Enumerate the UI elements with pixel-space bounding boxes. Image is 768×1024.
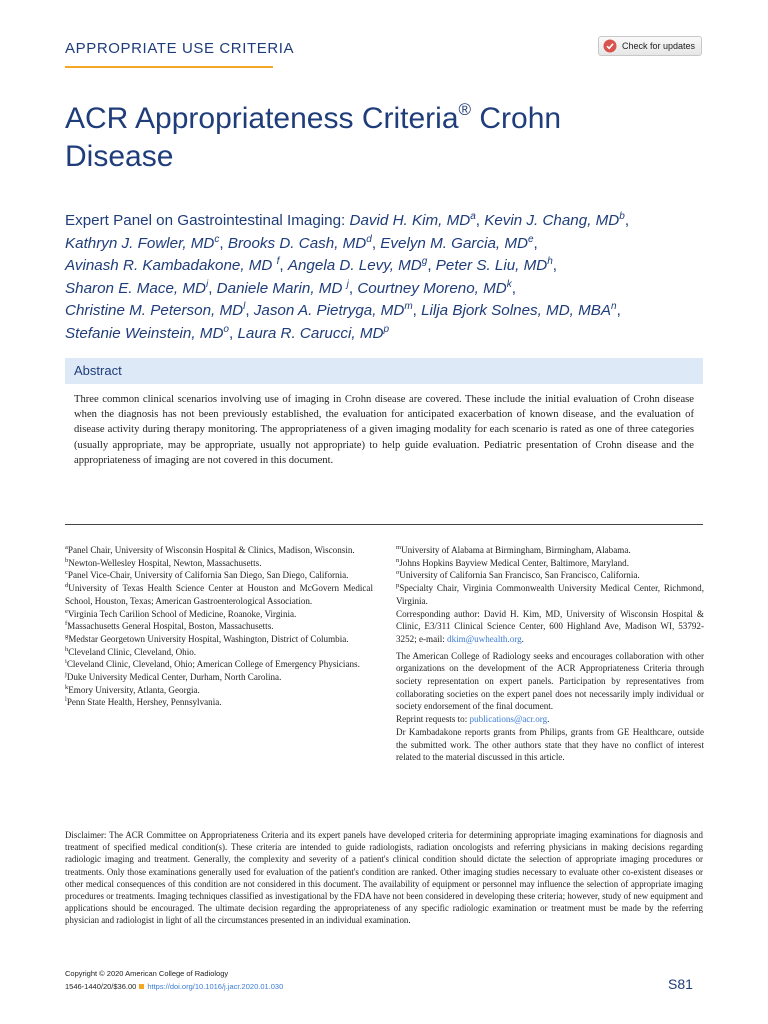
author: Brooks D. Cash, $MD^d$: [227, 233, 372, 252]
corresponding-author: Corresponding author: David H. Kim, MD, University of Wisconsin Hospital & Clinic, E3/311 Clinical Science Center, 600 Highland Ave, Madison WI, 53792-3252; e-mail: dkim@uwhealth.org.: [396, 608, 704, 644]
author: Avinash R. Kambadakone, MD $^f$: [65, 255, 280, 274]
affiliation: $^p$Specialty Chair, Virginia Commonwealth University Medical Center, Richmond, Virginia.: [396, 582, 704, 606]
collaboration-note: The American College of Radiology seeks and encourages collaboration with other organizations on the development of the ACR Appropriateness Criteria through society representation on expert panels. Participation by representatives from collaborating societies on the expert panel does not necessarily imply individual or society endorsement of the final document.: [396, 650, 704, 712]
abstract-text: Three common clinical scenarios involving use of imaging in Crohn disease are covered. These include the initial evaluation of Crohn disease when the diagnosis has not been previously established, the evaluation for anticipated exacerbation of known disease, and the evaluation of disease activity during therapy monitoring. The appropriateness of a given imaging modality for each scenario is rated as one of three categories (usually appropriate, may be appropriate, usually not appropriate) to help guide evaluation. Pediatric presentation of Crohn disease and the appropriateness of imaging are not covered in this document.: [74, 394, 694, 466]
affiliations-right-column: [396, 544, 704, 764]
author: Stefanie Weinstein, $MD^o$: [65, 323, 229, 342]
doi-link[interactable]: https://doi.org/10.1016/j.jacr.2020.01.030: [147, 981, 284, 991]
author: Sharon E. Mace, $MD^i$: [65, 278, 209, 297]
affiliation: $^e$Virginia Tech Carilion School of Medicine, Roanoke, Virginia.: [65, 607, 297, 619]
affiliation: $^k$Emory University, Atlanta, Georgia.: [65, 683, 200, 695]
author-list: Expert Panel on Gastrointestinal Imaging: David H. Kim, $MD^a$, Kevin J. Chang, $MD^b$, Kathryn J. Fowler, $MD^c$, Brooks D. Cash, $MD^d$, Evelyn M. Garcia, MDe, Avinash R. Kambadakone, MD $^f$, Angela D. Levy, $MD^g$, Peter S. Liu, $MD^h$, Sharon E. Mace, $MD^i$, Daniele Marin, MD $^j$, Courtney Moreno, $MD^k$, Christine M. Peterson, $MD^l$, Jason A. Pietryga, $MD^m$, Lilja Bjork Solnes, MD, MBA$^n$, Stefanie Weinstein, $MD^o$, Laura R. Carucci, $MD^p$: [65, 210, 630, 342]
author: Kathryn J. Fowler, $MD^c$: [65, 233, 220, 252]
crossmark-icon: [603, 39, 617, 53]
affiliation: $^j$Duke University Medical Center, Durham, North Carolina.: [65, 671, 282, 683]
author: Daniele Marin, MD $^j$: [216, 278, 349, 297]
affiliation: $^f$Massachusetts General Hospital, Boston, Massachusetts.: [65, 620, 274, 632]
footer-info: [65, 968, 283, 993]
affiliation: $^n$Johns Hopkins Bayview Medical Center, Baltimore, Maryland.: [396, 556, 629, 568]
author: Christine M. Peterson, $MD^l$: [65, 300, 246, 319]
author: Jason A. Pietryga, $MD^m$: [253, 300, 413, 319]
article-title: [65, 100, 665, 176]
check-for-updates-label: Check for updates: [622, 41, 696, 51]
author: Lilja Bjork Solnes, MD, MBA$^n$: [421, 300, 617, 319]
copyright: Copyright © 2020 American College of Radiology: [65, 969, 229, 978]
reprint-email-link[interactable]: publications@acr.org: [469, 714, 548, 725]
author: Courtney Moreno, $MD^k$: [357, 278, 512, 297]
issn-doi-line: [65, 981, 283, 994]
section-underline: [65, 66, 273, 68]
affiliation: $^m$University of Alabama at Birmingham, Birmingham, Alabama.: [396, 543, 631, 555]
bullet-icon: [139, 984, 144, 989]
author: Angela D. Levy, $MD^g$: [287, 255, 428, 274]
author: Laura R. Carucci, $MD^p$: [237, 323, 390, 342]
affiliation: $^i$Cleveland Clinic, Cleveland, Ohio; American College of Emergency Physicians.: [65, 658, 360, 670]
affiliation: $^l$Penn State Health, Hershey, Pennsylvania.: [65, 696, 222, 708]
affiliation: $^g$Medstar Georgetown University Hospital, Washington, District of Columbia.: [65, 632, 349, 644]
affiliation: $^h$Cleveland Clinic, Cleveland, Ohio.: [65, 645, 197, 657]
reprint-requests: Reprint requests to: publications@acr.org.: [396, 714, 550, 725]
author: Kevin J. Chang, $MD^b$: [484, 210, 625, 229]
abstract-heading: Abstract: [65, 358, 703, 384]
conflict-disclosure: Dr Kambadakone reports grants from Philips, grants from GE Healthcare, outside the submitted work. The other authors state that they have no conflict of interest related to the material discussed in this article.: [396, 726, 704, 763]
corresponding-email-link[interactable]: dkim@uwhealth.org: [447, 633, 522, 644]
title-line2: Disease: [65, 140, 174, 173]
title-line1: ACR Appropriateness Criteria: [65, 102, 459, 135]
affiliations-left-column: [65, 544, 373, 709]
title-line1-tail: Crohn: [471, 102, 562, 135]
author: Peter S. Liu, $MD^h$: [435, 255, 553, 274]
check-for-updates-button[interactable]: [598, 36, 702, 56]
author: Evelyn M. Garcia, MDe: [380, 233, 534, 252]
registered-mark: ®: [458, 100, 472, 119]
page-number: S81: [668, 976, 693, 992]
affiliations-divider: [65, 524, 703, 525]
affiliation: $^b$Newton-Wellesley Hospital, Newton, Massachusetts.: [65, 556, 262, 568]
section-label: APPROPRIATE USE CRITERIA: [65, 40, 295, 57]
issn: 1546-1440/20/$36.00: [65, 981, 137, 991]
panel-name: Expert Panel on Gastrointestinal Imaging:: [65, 212, 346, 229]
affiliation: $^c$Panel Vice-Chair, University of California San Diego, San Diego, California.: [65, 569, 349, 581]
affiliation: $^o$University of California San Francisco, San Francisco, California.: [396, 569, 640, 581]
disclaimer: Disclaimer: The ACR Committee on Appropriateness Criteria and its expert panels have developed criteria for determining appropriate imaging examinations for diagnosis and treatment of specified medical condition(s). These criteria are intended to guide radiologists, radiation oncologists and referring physicians in making decisions regarding radiologic imaging and treatment. Generally, the complexity and severity of a patient's clinical condition should dictate the selection of appropriate imaging procedures or treatments. Only those examinations generally used for evaluation of the patient's condition are ranked. Other imaging studies necessary to evaluate other co-existent diseases or other medical consequences of this condition are not considered in this document. The availability of equipment or personnel may influence the selection of appropriate imaging procedures or treatments. Imaging techniques classified as investigational by the FDA have not been considered in developing these criteria; however, study of new equipment and applications should be encouraged. The ultimate decision regarding the appropriateness of any specific radiologic examination or treatment must be made by the referring physician and radiologist in light of all the circumstances presented in an individual examination.: [65, 830, 703, 926]
affiliation: $^a$Panel Chair, University of Wisconsin Hospital & Clinics, Madison, Wisconsin.: [65, 543, 355, 555]
affiliation: $^d$University of Texas Health Science Center at Houston and McGovern Medical School, Houston, Texas; American Gastroenterological Association.: [65, 582, 373, 606]
author: David H. Kim, $MD^a$: [349, 210, 476, 229]
